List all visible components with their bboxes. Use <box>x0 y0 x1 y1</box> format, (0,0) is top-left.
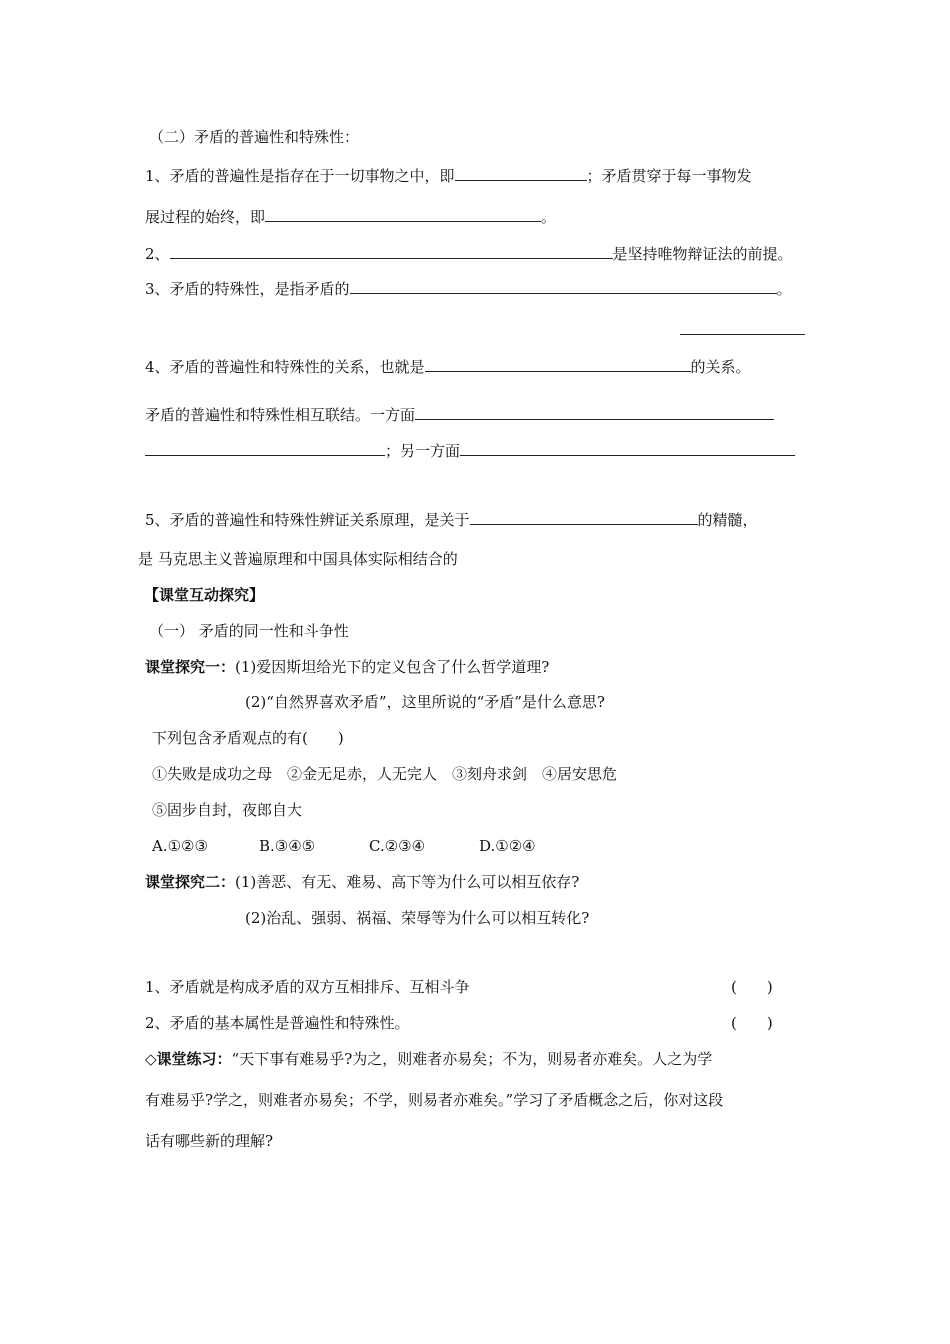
explore-1-question-1: (1)爱因斯坦给光下的定义包含了什么哲学道理? <box>235 658 550 676</box>
blank-4a[interactable] <box>425 355 691 372</box>
explore-2-line-1 <box>145 872 579 892</box>
choice-statements-2: ⑤固步自封，夜郎自大 <box>152 801 303 819</box>
interactive-sub-heading: （一） 矛盾的同一性和斗争性 <box>149 622 349 640</box>
item-2-text-a: 2、 <box>145 245 170 263</box>
item-3-text-a: 3、矛盾的特殊性，是指矛盾的 <box>145 280 350 298</box>
blank-4b[interactable] <box>415 403 774 420</box>
judge-item-2: 2、矛盾的基本属性是普遍性和特殊性。 <box>145 1014 410 1032</box>
explore-2-label: 课堂探究二： <box>145 873 236 891</box>
blank-4c[interactable] <box>145 439 385 456</box>
option-c[interactable]: C.②③④ <box>369 837 426 855</box>
item-3-text-b: 。 <box>776 280 792 298</box>
choice-stem: 下列包含矛盾观点的有( ) <box>152 729 344 747</box>
practice-text-3: 话有哪些新的理解? <box>145 1132 274 1150</box>
interactive-heading: 【课堂互动探究】 <box>144 586 265 604</box>
practice-label: ◇课堂练习： <box>145 1050 232 1068</box>
explore-1-question-2: (2)“自然界喜欢矛盾”，这里所说的“矛盾”是什么意思? <box>245 693 605 711</box>
choice-statements-1: ①失败是成功之母 ②金无足赤，人无完人 ③刻舟求剑 ④居安思危 <box>152 765 618 783</box>
option-a[interactable]: A.①②③ <box>152 837 208 855</box>
item-2-line <box>145 242 793 264</box>
blank-2[interactable] <box>170 242 613 259</box>
blank-4d[interactable] <box>460 439 795 456</box>
explore-1-line-1 <box>145 657 549 677</box>
option-d[interactable]: D.①②④ <box>479 837 536 855</box>
item-1-line-2 <box>145 205 556 227</box>
item-4-line-3 <box>145 439 795 461</box>
item-4-text-c: 矛盾的普遍性和特殊性相互联结。一方面 <box>145 406 416 424</box>
practice-text-2: 有难易乎?学之，则难者亦易矣；不学，则易者亦难矣。”学习了矛盾概念之后，你对这段 <box>145 1091 724 1109</box>
item-1-text-d: 。 <box>541 208 557 226</box>
judge-answer-2[interactable]: ( ) <box>731 1014 773 1032</box>
blank-5[interactable] <box>470 508 698 525</box>
item-4-text-a: 4、矛盾的普遍性和特殊性的关系，也就是 <box>145 358 425 376</box>
blank-3[interactable] <box>350 277 777 294</box>
item-4-text-b: 的关系。 <box>690 358 751 376</box>
item-5-line-1 <box>145 508 758 530</box>
practice-text-1: “天下事有难易乎?为之，则难者亦易矣；不为，则易者亦难矣。人之为学 <box>231 1050 713 1068</box>
item-1-line-1 <box>145 164 752 186</box>
explore-2-question-2: (2)治乱、强弱、祸福、荣辱等为什么可以相互转化? <box>245 909 590 927</box>
item-4-line-2 <box>145 403 774 425</box>
item-5-line-2: 是 马克思主义普遍原理和中国具体实际相结合的 <box>138 550 458 568</box>
item-5-text-b: 的精髓， <box>697 511 758 529</box>
item-4-line-1 <box>145 355 751 377</box>
item-4-text-d: ；另一方面 <box>385 442 461 460</box>
item-1-text-b: ；矛盾贯穿于每一事物发 <box>586 167 752 185</box>
option-b[interactable]: B.③④⑤ <box>259 837 316 855</box>
blank-1a[interactable] <box>455 164 587 181</box>
section-heading: （二）矛盾的普遍性和特殊性： <box>149 128 360 146</box>
item-2-text-b: 是坚持唯物辩证法的前提。 <box>612 245 793 263</box>
item-3-line <box>145 277 792 299</box>
item-1-text-a: 1、矛盾的普遍性是指存在于一切事物之中，即 <box>145 167 455 185</box>
explore-1-label: 课堂探究一： <box>145 658 236 676</box>
judge-item-1: 1、矛盾就是构成矛盾的双方互相排斥、互相斗争 <box>145 978 470 996</box>
blank-3-continued[interactable] <box>680 334 805 335</box>
item-5-text-a: 5、矛盾的普遍性和特殊性辨证关系原理，是关于 <box>145 511 470 529</box>
practice-line-1 <box>145 1049 712 1069</box>
judge-answer-1[interactable]: ( ) <box>731 978 773 996</box>
explore-2-question-1: (1)善恶、有无、难易、高下等为什么可以相互依存? <box>235 873 580 891</box>
blank-1b[interactable] <box>265 205 541 222</box>
item-1-text-c: 展过程的始终，即 <box>145 208 266 226</box>
